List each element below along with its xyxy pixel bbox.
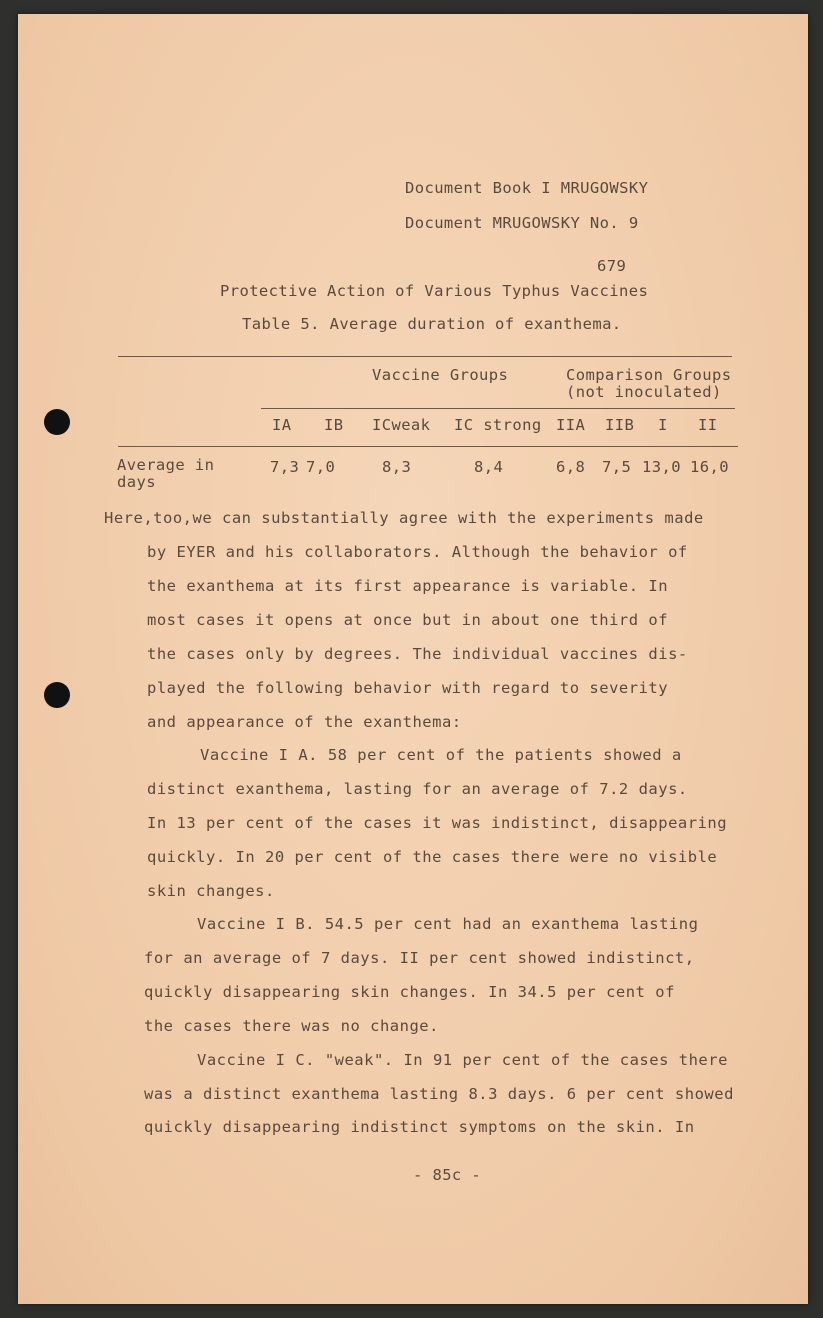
value-ii: 16,0 bbox=[690, 458, 729, 476]
column-header-ii: II bbox=[698, 416, 718, 434]
value-ia: 7,3 bbox=[270, 458, 300, 476]
column-header-ic-strong: IC strong bbox=[454, 416, 542, 434]
text-line: quickly. In 20 per cent of the cases there were no visible bbox=[147, 848, 718, 866]
document-book-header: Document Book I MRUGOWSKY bbox=[405, 179, 649, 197]
text-line: most cases it opens at once but in about one third of bbox=[147, 611, 669, 629]
text-line: the cases only by degrees. The individual vaccines dis- bbox=[147, 645, 688, 663]
not-inoculated-heading: (not inoculated) bbox=[566, 383, 722, 401]
value-icweak: 8,3 bbox=[382, 458, 412, 476]
text-line: skin changes. bbox=[147, 882, 275, 900]
punch-hole-top bbox=[44, 409, 70, 435]
text-line: for an average of 7 days. II per cent showed indistinct, bbox=[144, 949, 695, 967]
text-line: played the following behavior with regard to severity bbox=[147, 679, 669, 697]
column-header-i: I bbox=[658, 416, 668, 434]
comparison-groups-heading: Comparison Groups bbox=[566, 366, 732, 384]
text-line: the cases there was no change. bbox=[144, 1017, 439, 1035]
text-line: the exanthema at its first appearance is variable. In bbox=[147, 577, 669, 595]
column-header-ia: IA bbox=[272, 416, 292, 434]
text-line: In 13 per cent of the cases it was indistinct, disappearing bbox=[147, 814, 728, 832]
document-number-header: Document MRUGOWSKY No. 9 bbox=[405, 214, 639, 232]
column-header-icweak: ICweak bbox=[372, 416, 431, 434]
table-caption: Table 5. Average duration of exanthema. bbox=[242, 315, 622, 333]
row-label-average: Average in bbox=[117, 456, 215, 474]
punch-hole-bottom bbox=[44, 682, 70, 708]
value-iib: 7,5 bbox=[602, 458, 632, 476]
text-line: and appearance of the exanthema: bbox=[147, 713, 462, 731]
vaccine-groups-heading: Vaccine Groups bbox=[372, 366, 509, 384]
table-header-rule bbox=[118, 446, 738, 447]
document-page bbox=[18, 14, 808, 1304]
text-line: Vaccine I C. "weak". In 91 per cent of the cases there bbox=[197, 1051, 728, 1069]
value-ic-strong: 8,4 bbox=[474, 458, 504, 476]
text-line: quickly disappearing skin changes. In 34.5 per cent of bbox=[144, 983, 675, 1001]
column-header-iia: IIA bbox=[556, 416, 586, 434]
document-title: Protective Action of Various Typhus Vaccines bbox=[220, 282, 649, 300]
table-top-rule bbox=[118, 356, 732, 357]
row-label-days: days bbox=[117, 473, 156, 491]
text-line: quickly disappearing indistinct symptoms on the skin. In bbox=[144, 1118, 695, 1136]
group-divider-rule bbox=[261, 408, 735, 409]
text-line: by EYER and his collaborators. Although the behavior of bbox=[147, 543, 688, 561]
value-ib: 7,0 bbox=[306, 458, 336, 476]
page-reference-number: 679 bbox=[597, 257, 627, 275]
page-footer: - 85c - bbox=[413, 1166, 482, 1184]
text-line: was a distinct exanthema lasting 8.3 days. 6 per cent showed bbox=[144, 1085, 734, 1103]
column-header-iib: IIB bbox=[605, 416, 635, 434]
column-header-ib: IB bbox=[324, 416, 344, 434]
value-i: 13,0 bbox=[642, 458, 681, 476]
text-line: Vaccine I A. 58 per cent of the patients showed a bbox=[200, 746, 682, 764]
text-line: distinct exanthema, lasting for an average of 7.2 days. bbox=[147, 780, 688, 798]
value-iia: 6,8 bbox=[556, 458, 586, 476]
text-line: Vaccine I B. 54.5 per cent had an exanthema lasting bbox=[197, 915, 699, 933]
text-line: Here,too,we can substantially agree with the experiments made bbox=[104, 509, 704, 527]
